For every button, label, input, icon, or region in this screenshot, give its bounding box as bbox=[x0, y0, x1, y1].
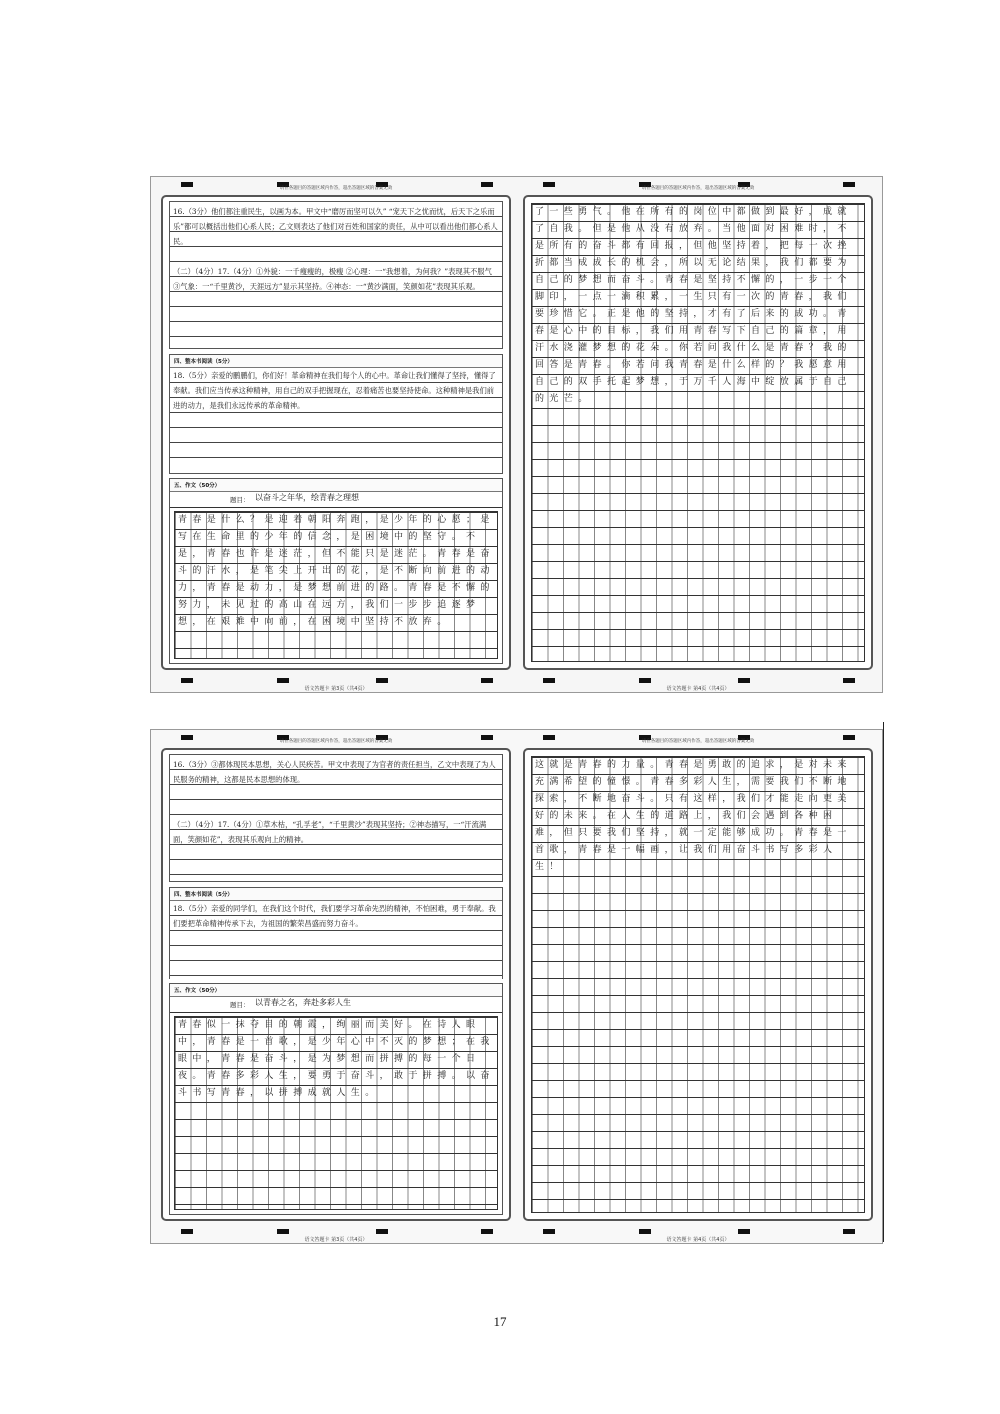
essay-title: 以奋斗之年华，绘青春之理想 bbox=[255, 493, 359, 502]
essay-text-continued: 这就是青春的力量。青春是勇敢的追求，是对未来充满希望的憧憬。青春多彩人生，需要我们不断地探索，不断地奋斗。只有这样，我们才能走向更美好的未来。在人生的道路上，我们会遇到各种困难，但只要我们坚持，就一定能够成功。青春是一首歌，青春是一幅画，让我们用奋斗书写多彩人生！ bbox=[535, 760, 852, 872]
essay-title: 以青春之名，奔赴多彩人生 bbox=[255, 998, 351, 1007]
answer-sheet-page-left bbox=[161, 186, 511, 692]
answer-sheet-page-left bbox=[161, 739, 511, 1243]
answer-sheet-scan-2 bbox=[150, 729, 883, 1244]
answer-sheet-page-right bbox=[523, 739, 873, 1243]
section-5-title: 五、作文（50分） bbox=[170, 984, 502, 997]
header-notice: 请在各题目的答题区域内作答，超出答题区域的答案无效 bbox=[279, 186, 393, 191]
essay-text: 青春是什么？是迎着朝阳奔跑，是少年的心愿；是写在生命里的少年的信念，是困境中的坚守。不是，青春也许是迷茫，但不能只是迷茫。青春是奋斗的汗水，是笔尖上开出的花，是不断向前进的动力，青春是动力，是梦想前进的路。青春是不懈的努力，未见过的高山在远方，我们一步步追逐梦想，在艰难中向前，在困境中坚持不放弃。 bbox=[178, 515, 495, 627]
scan-edge-line bbox=[883, 722, 884, 1242]
essay-title-field bbox=[170, 996, 502, 1013]
page-frame bbox=[161, 748, 511, 1221]
essay-grid bbox=[531, 203, 865, 662]
title-label: 题目： bbox=[230, 1001, 250, 1009]
header-notice: 请在各题目的答题区域内作答，超出答题区域的答案无效 bbox=[641, 186, 755, 191]
essay-grid bbox=[174, 511, 498, 659]
essay-title-field bbox=[170, 491, 502, 508]
page-footer: 语文答题卡 第3页（共4页） bbox=[304, 686, 368, 692]
section-3-box bbox=[169, 201, 503, 349]
page-footer: 语文答题卡 第4页（共4页） bbox=[666, 686, 730, 692]
header-notice: 请在各题目的答题区域内作答，超出答题区域的答案无效 bbox=[641, 739, 755, 744]
page-footer: 语文答题卡 第3页（共4页） bbox=[304, 1237, 368, 1243]
section-4-title: 四、整本书阅读（5分） bbox=[170, 355, 502, 368]
section-3-box bbox=[169, 754, 503, 882]
page-frame bbox=[523, 748, 873, 1221]
essay-grid bbox=[174, 1016, 498, 1210]
essay-text-continued: 了一些勇气。他在所有的岗位中都做到最好，成就了自我。但是他从没有放弃。当他面对困难时，不是所有的奋斗都有回报，但他坚持着，把每一次挫折都当成成长的机会，所以无论结果，我们都要为自己的梦想而奋斗。青春是坚持不懈的，一步一个脚印，一点一滴积累，一生只有一次的青春，我们要珍惜它。正是他的坚持，才有了后来的成功。青春是心中的目标，我们用青春写下自己的篇章，用汗水浇灌梦想的花朵。你若问我什么是青春？我的回答是青春。你若问我青春是什么样的？我愿意用自己的双手托起梦想，于万千人海中绽放属于自己的光芒。 bbox=[535, 207, 852, 404]
essay-grid bbox=[531, 756, 865, 1213]
answer-18: 18.（5分）亲爱的同学们，在我们这个时代，我们要学习革命先烈的精神，不怕困难，勇于奉献。我们要把革命精神传承下去，为祖国的繁荣昌盛而努力奋斗。 bbox=[170, 901, 502, 979]
section-4-box bbox=[169, 887, 503, 979]
section-4-box bbox=[169, 354, 503, 474]
answer-18: 18.（5分）亲爱的鹏鹏们，你们好！革命精神在我们每个人的心中。革命让我们懂得了坚持，懂得了奉献。我们应当传承这种精神，用自己的双手把握现在，忍着痛苦也要坚持使命。这种精神是我们前进的动力，是我们永远传承的革命精神。 bbox=[170, 368, 502, 468]
section-5-title: 五、作文（50分） bbox=[170, 479, 502, 492]
answer-sheet-page-right bbox=[523, 186, 873, 692]
essay-text: 青春似一抹夺目的朝霞，绚丽而美好。在诗人眼中，青春是一首歌，是少年心中不灭的梦想；在我眼中，青春是奋斗，是为梦想而拼搏的每一个日夜。青春多彩人生，要勇于奋斗，敢于拼搏。以奋斗书写青春，以拼搏成就人生。 bbox=[178, 1020, 495, 1098]
answer-16: 16.（3分）他们都注重民生，以画为本。甲文中“磨厉而坚可以久” “宠天下之忧而忧，后天下之乐而乐”都可以概括出他们心系人民；乙文则表达了他们对百姓和国家的责任，从中可以看出他们都心系人民。 bbox=[173, 207, 498, 246]
page-number: 17 bbox=[493, 1314, 507, 1329]
answer-sheet-scan-1 bbox=[150, 176, 883, 693]
title-label: 题目： bbox=[230, 496, 250, 504]
page-footer: 语文答题卡 第4页（共4页） bbox=[666, 1237, 730, 1243]
page-frame bbox=[523, 195, 873, 670]
answer-17: （二）（4分）17.（4分）①草木枯，“孔孚老”，“千里黄沙”表现其坚持；②神态描写，一“汗流满面，笑颜如花”，表现其乐观向上的精神。 bbox=[173, 820, 487, 844]
page-frame bbox=[161, 195, 511, 670]
answer-16: 16.（3分）③都体现民本思想，关心人民疾苦。甲文中表现了为官者的责任担当，乙文中表现了为人民服务的精神，这都是民本思想的体现。 bbox=[173, 760, 496, 784]
section-5-box bbox=[169, 478, 503, 664]
section-5-box bbox=[169, 983, 503, 1215]
answer-17: （二）（4分）17.（4分）①外貌：一千瘦瘦的，极瘦 ②心理：一“我想着，为何我？”表现其不服气 ③气象：一“千里黄沙，天涯远方”显示其坚持。④神态：一“黄沙满面，笑颜如花”表现其乐观。 bbox=[173, 267, 495, 291]
header-notice: 请在各题目的答题区域内作答，超出答题区域的答案无效 bbox=[279, 739, 393, 744]
section-4-title: 四、整本书阅读（5分） bbox=[170, 888, 502, 901]
